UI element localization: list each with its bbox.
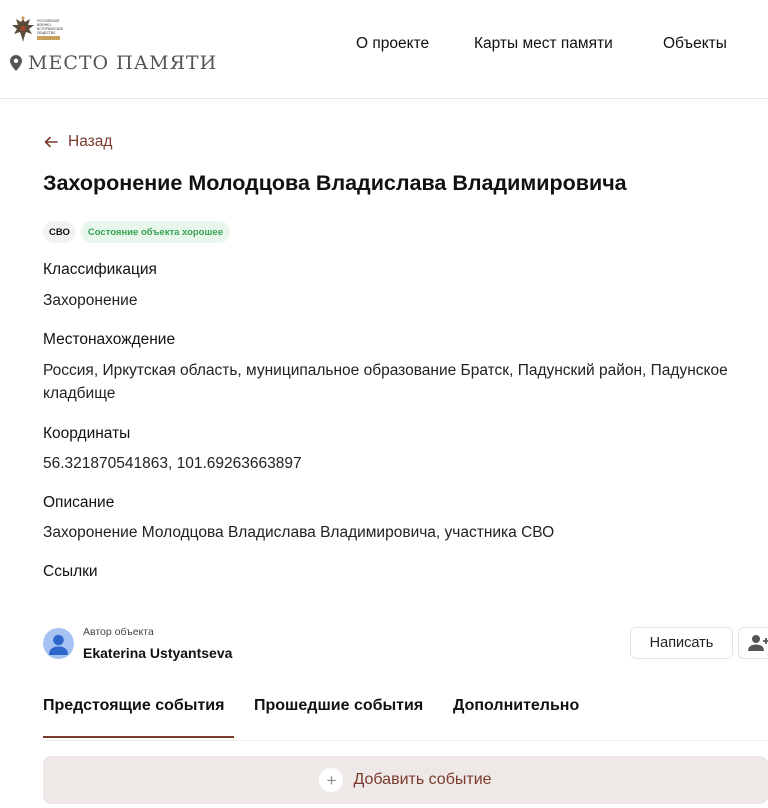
- badges: [43, 221, 230, 243]
- arrow-left-icon: [44, 136, 58, 148]
- status-badge: Состояние объекта хорошее: [81, 221, 230, 243]
- back-link[interactable]: [44, 133, 112, 151]
- map-pin-icon: [10, 55, 22, 71]
- tabs-divider: [43, 740, 768, 741]
- links-label: Ссылки: [43, 563, 98, 580]
- location-label: Местонахождение: [43, 331, 176, 348]
- classification-value: Захоронение: [43, 292, 138, 309]
- author-name[interactable]: Ekaterina Ustyantseva: [83, 645, 233, 661]
- site-logo[interactable]: [10, 52, 217, 74]
- write-button[interactable]: Написать: [630, 627, 733, 659]
- plus-icon: +: [319, 768, 343, 792]
- site-header: [0, 0, 768, 99]
- site-title: МЕСТО ПАМЯТИ: [28, 52, 218, 74]
- coordinates-value: 56.321870541863, 101.69263663897: [43, 455, 302, 472]
- coordinates-label: Координаты: [43, 425, 131, 442]
- add-event-label: Добавить событие: [353, 771, 492, 788]
- tag-badge: СВО: [43, 221, 76, 243]
- tab-upcoming[interactable]: Предстоящие события: [43, 697, 225, 714]
- author-text: [83, 626, 232, 661]
- logo-org-label: РОССИЙСКОЕ ВОЕННО-ИСТОРИЧЕСКОЕ ОБЩЕСТВО: [37, 19, 64, 35]
- nav-about[interactable]: О проекте: [356, 35, 430, 52]
- author-caption: Автор объекта: [83, 626, 154, 638]
- logo-org-text: [37, 19, 63, 40]
- tab-past[interactable]: Прошедшие события: [254, 697, 424, 714]
- add-user-icon: [748, 634, 768, 652]
- add-friend-button[interactable]: [738, 627, 768, 659]
- location-value: Россия, Иркутская область, муниципальное образование Братск, Падунский район, Падунское кладбище: [43, 362, 728, 402]
- avatar[interactable]: [43, 628, 74, 659]
- author-block: [43, 626, 232, 661]
- classification-label: Классификация: [43, 261, 157, 278]
- add-event-button[interactable]: [43, 756, 768, 804]
- back-label: Назад: [68, 133, 113, 150]
- description-label: Описание: [43, 494, 115, 511]
- nav-objects[interactable]: Объекты: [663, 35, 727, 52]
- tab-additional[interactable]: Дополнительно: [453, 697, 580, 714]
- active-tab-indicator: [43, 736, 234, 738]
- double-headed-eagle-icon: [11, 16, 35, 43]
- nav-maps[interactable]: Карты мест памяти: [474, 35, 613, 52]
- page-title: Захоронение Молодцова Владислава Владимировича: [43, 171, 627, 195]
- user-icon: [43, 628, 74, 659]
- logo-bar: [37, 36, 60, 40]
- description-value: Захоронение Молодцова Владислава Владимировича, участника СВО: [43, 524, 555, 541]
